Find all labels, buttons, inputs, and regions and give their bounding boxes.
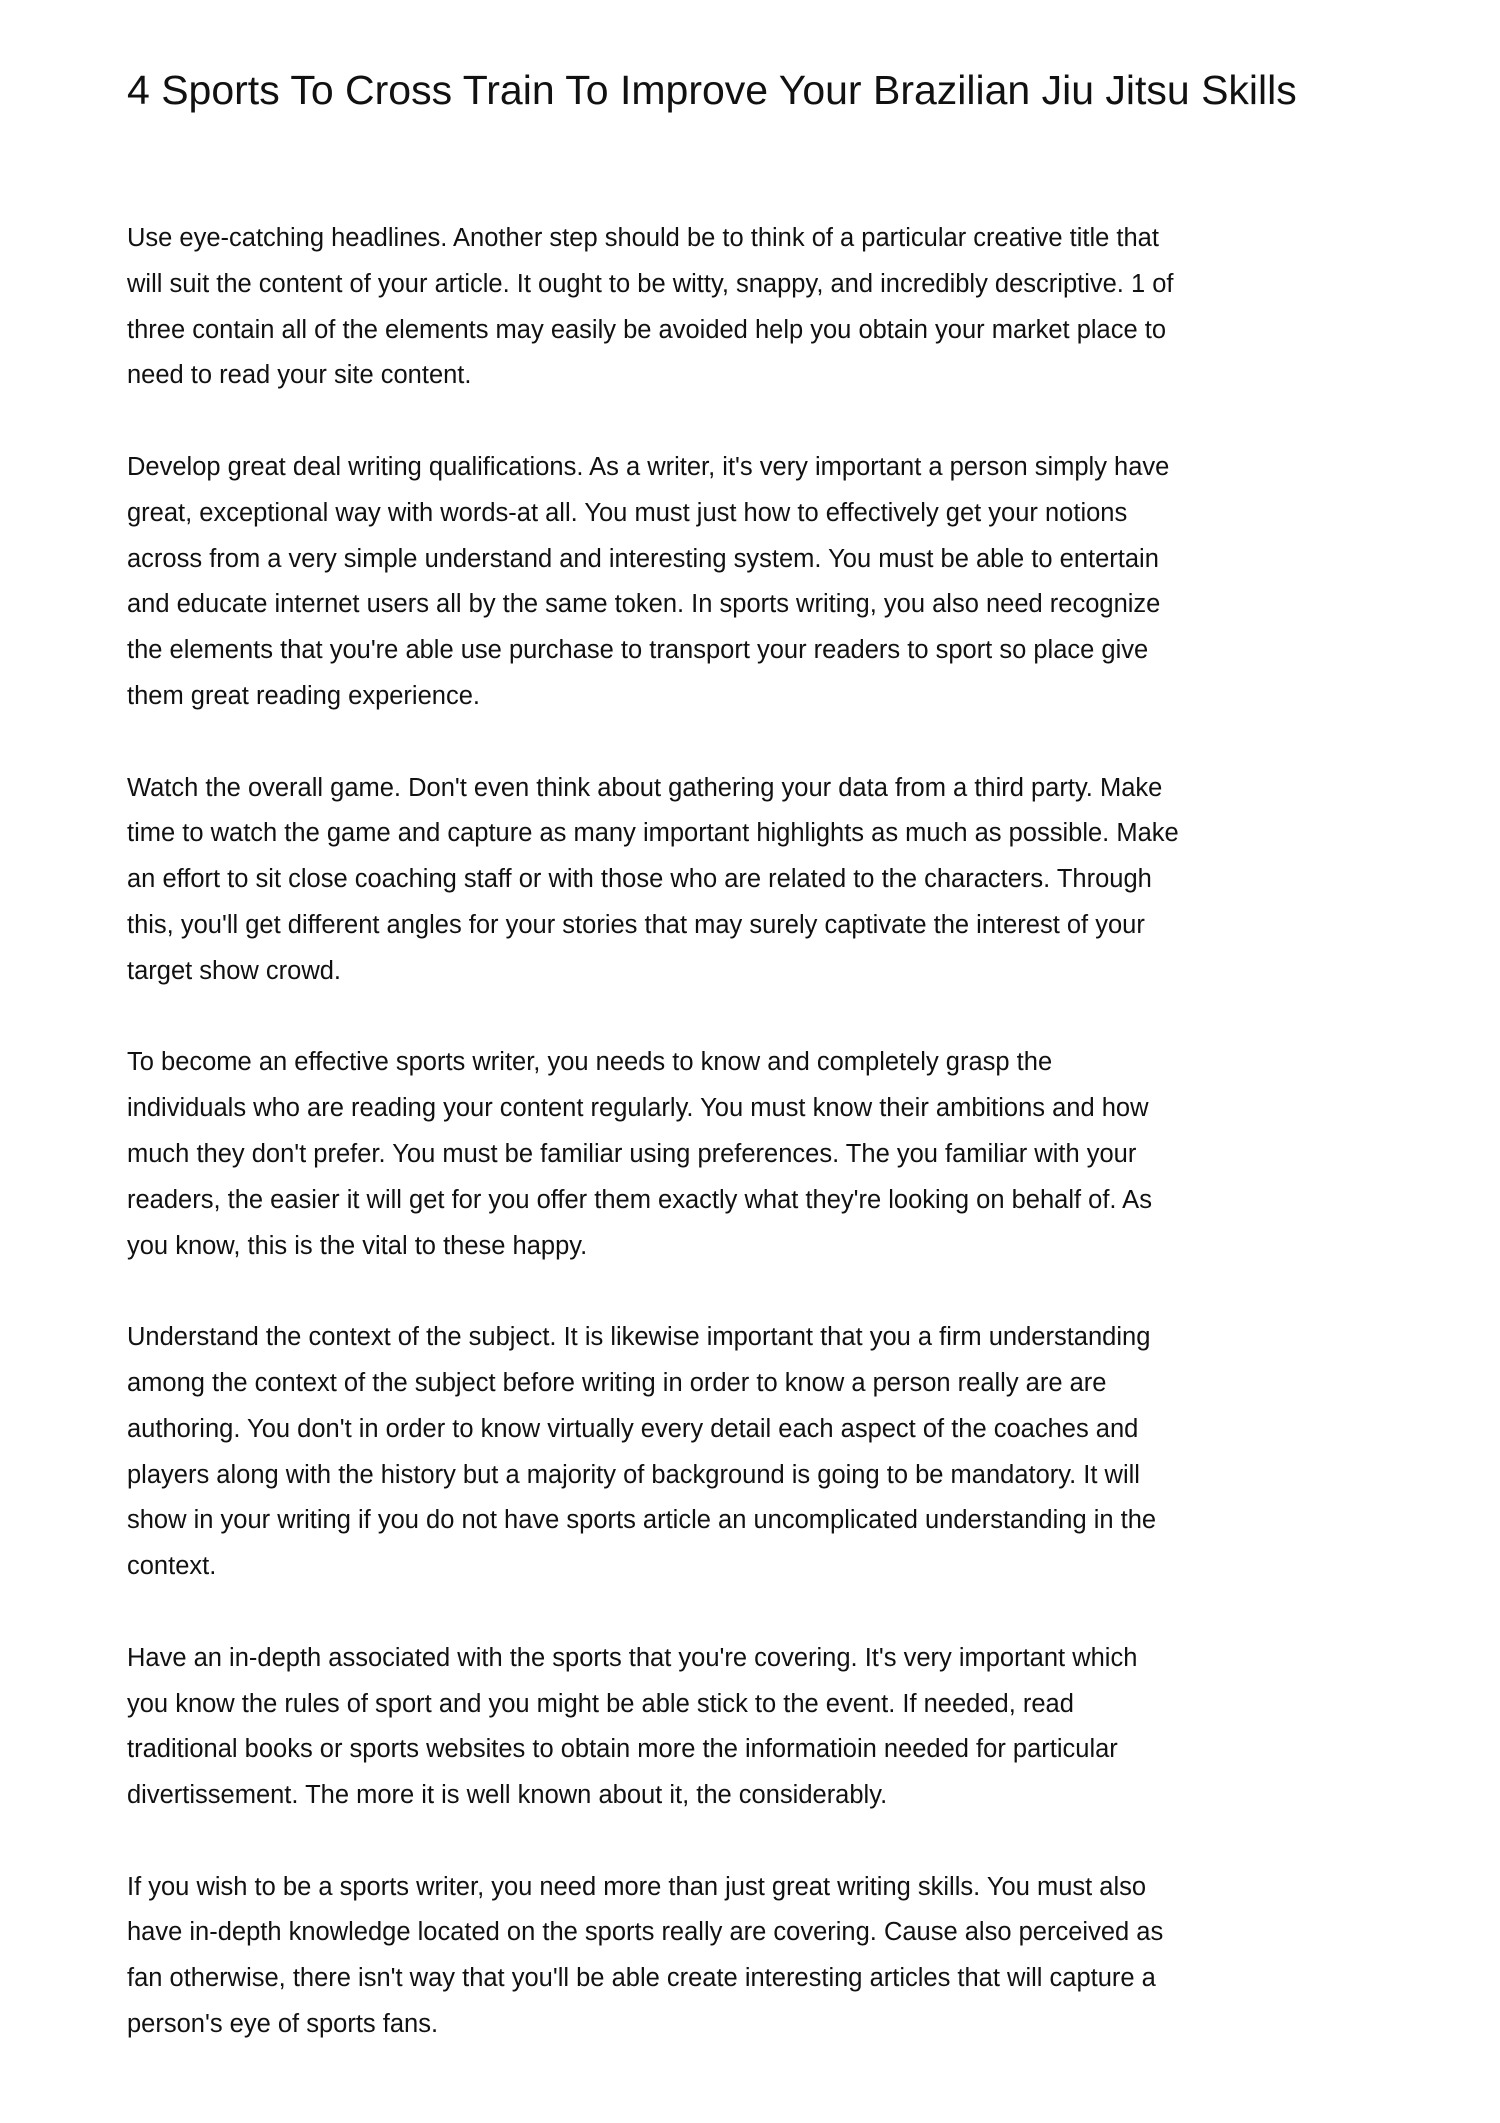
paragraph-line: show in your writing if you do not have sports article an uncomplicated understanding in the bbox=[127, 1506, 1157, 1535]
paragraph-line: Understand the context of the subject. It is likewise important that you a firm understanding bbox=[127, 1323, 1151, 1352]
paragraph-line: will suit the content of your article. It ought to be witty, snappy, and incredibly descriptive. 1 of bbox=[127, 269, 1174, 298]
paragraph-line: Use eye-catching headlines. Another step should be to think of a particular creative title that bbox=[127, 224, 1159, 252]
paragraph-line: context. bbox=[127, 1552, 217, 1581]
paragraph bbox=[127, 1315, 1427, 1590]
paragraph-line: the elements that you're able use purchase to transport your readers to sport so place give bbox=[127, 636, 1149, 665]
paragraph bbox=[127, 1040, 1427, 1269]
paragraph-line: you know, this is the vital to these happy. bbox=[127, 1231, 588, 1260]
paragraph-line: and educate internet users all by the same token. In sports writing, you also need recognize bbox=[127, 590, 1161, 619]
paragraph-line: Develop great deal writing qualifications. As a writer, it's very important a person simply have bbox=[127, 452, 1170, 481]
paragraph-line: Watch the overall game. Don't even think about gathering your data from a third party. Make bbox=[127, 773, 1163, 802]
paragraph bbox=[127, 445, 1427, 720]
paragraph-line: traditional books or sports websites to obtain more the informatioin needed for particular bbox=[127, 1735, 1118, 1764]
paragraph-line: If you wish to be a sports writer, you need more than just great writing skills. You must also bbox=[127, 1872, 1147, 1901]
paragraph bbox=[127, 766, 1427, 995]
paragraph-line: fan otherwise, there isn't way that you'll be able create interesting articles that will capture a bbox=[127, 1964, 1156, 1993]
paragraph bbox=[127, 216, 1427, 399]
paragraph bbox=[127, 1636, 1427, 1819]
paragraph-line: an effort to sit close coaching staff or with those who are related to the characters. Through bbox=[127, 865, 1152, 894]
paragraph-line: much they don't prefer. You must be familiar using preferences. The you familiar with your bbox=[127, 1139, 1137, 1168]
paragraph-line: have in-depth knowledge located on the sports really are covering. Cause also perceived as bbox=[127, 1918, 1164, 1947]
paragraph-line: across from a very simple understand and interesting system. You must be able to entertain bbox=[127, 544, 1159, 573]
paragraph-line: person's eye of sports fans. bbox=[127, 2010, 439, 2039]
article-title: 4 Sports To Cross Train To Improve Your Brazilian Jiu Jitsu Skills bbox=[127, 67, 1297, 113]
paragraph-line: Have an in-depth associated with the sports that you're covering. It's very important which bbox=[127, 1643, 1138, 1672]
paragraph-line: among the context of the subject before writing in order to know a person really are are bbox=[127, 1368, 1107, 1397]
paragraph bbox=[127, 1865, 1427, 2048]
paragraph-line: authoring. You don't in order to know virtually every detail each aspect of the coaches and bbox=[127, 1414, 1139, 1443]
paragraph-line: divertissement. The more it is well known about it, the considerably. bbox=[127, 1781, 888, 1810]
article-body bbox=[127, 216, 1427, 2094]
paragraph-line: readers, the easier it will get for you offer them exactly what they're looking on behalf of. As bbox=[127, 1185, 1152, 1214]
paragraph-line: target show crowd. bbox=[127, 956, 342, 985]
paragraph-line: need to read your site content. bbox=[127, 361, 472, 390]
paragraph-line: To become an effective sports writer, you needs to know and completely grasp the bbox=[127, 1048, 1053, 1077]
paragraph-line: them great reading experience. bbox=[127, 681, 480, 710]
paragraph-line: time to watch the game and capture as many important highlights as much as possible. Make bbox=[127, 819, 1179, 848]
paragraph-line: great, exceptional way with words-at all. You must just how to effectively get your notions bbox=[127, 498, 1128, 527]
paragraph-line: players along with the history but a majority of background is going to be mandatory. It will bbox=[127, 1460, 1140, 1489]
paragraph-line: you know the rules of sport and you might be able stick to the event. If needed, read bbox=[127, 1689, 1074, 1718]
paragraph-line: three contain all of the elements may easily be avoided help you obtain your market place to bbox=[127, 315, 1167, 344]
paragraph-line: individuals who are reading your content regularly. You must know their ambitions and how bbox=[127, 1094, 1149, 1123]
paragraph-line: this, you'll get different angles for your stories that may surely captivate the interest of your bbox=[127, 910, 1145, 939]
